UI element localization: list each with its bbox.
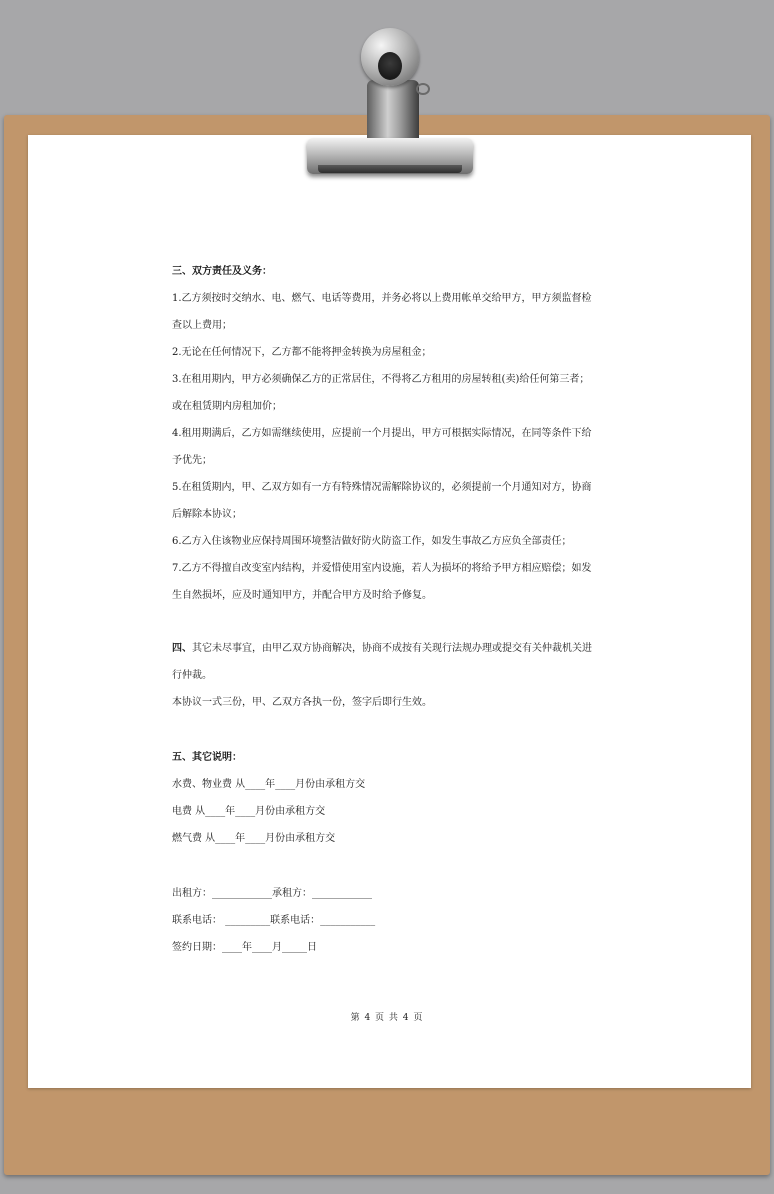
section-4-line-3: 本协议一式三份，甲、乙双方各执一份，签字后即行生效。 [172,697,432,708]
section-4-line-1 [172,635,612,662]
section-4-title: 四、 [172,643,192,654]
section-4-line-2: 行仲裁。 [172,670,212,681]
signature-line: 联系电话： _________联系电话：___________ [172,915,376,926]
page-number: 第 4 页 共 4 页 [350,1013,424,1023]
section-3-line: 3.在租用期内，甲方必须确保乙方的正常居住，不得将乙方租用的房屋转租(卖)给任何第三者； [172,374,590,385]
spacer [172,852,612,880]
clip-arm [367,80,419,146]
document-body [172,258,612,961]
clip-ring-hole [378,52,402,80]
section-3-line: 7.乙方不得擅自改变室内结构，并爱惜使用室内设施，若人为损坏的将给予甲方相应赔偿；如发 [172,563,592,574]
section-3-line: 或在租赁期内房租加价； [172,401,282,412]
section-5-line: 电费 从____年____月份由承租方交 [172,806,326,817]
spacer [172,609,612,635]
signature-line: 签约日期：____年____月_____日 [172,942,317,953]
section-5-title: 五、其它说明： [172,752,242,763]
section-3-line: 4.租用期满后，乙方如需继续使用，应提前一个月提出，甲方可根据实际情况，在同等条件下给 [172,428,592,439]
spacer [172,716,612,744]
section-3-line: 1.乙方须按时交纳水、电、燃气、电话等费用，并务必将以上费用帐单交给甲方，甲方须监督检 [172,293,592,304]
section-3-line: 查以上费用； [172,320,232,331]
signature-line: 出租方：____________承租方：____________ [172,888,372,899]
section-5-line: 燃气费 从____年____月份由承租方交 [172,833,336,844]
section-3-line: 5.在租赁期内，甲、乙双方如有一方有特殊情况需解除协议的，必须提前一个月通知对方，协商 [172,482,592,493]
section-3-line: 生自然损坏，应及时通知甲方，并配合甲方及时给予修复。 [172,590,432,601]
section-4-text: 其它未尽事宜，由甲乙双方协商解决，协商不成按有关现行法规办理或提交有关仲裁机关进 [192,643,592,654]
section-3-line: 予优先； [172,455,212,466]
section-3-title: 三、双方责任及义务： [172,266,272,277]
section-3-line: 2.无论在任何情况下，乙方都不能将押金转换为房屋租金； [172,347,432,358]
clip-ear [416,83,430,95]
section-3-line: 后解除本协议； [172,509,242,520]
section-3-line: 6.乙方入住该物业应保持周围环境整洁做好防火防盗工作，如发生事故乙方应负全部责任； [172,536,572,547]
section-5-line: 水费、物业费 从____年____月份由承租方交 [172,779,366,790]
clip-base-edge [318,165,462,173]
